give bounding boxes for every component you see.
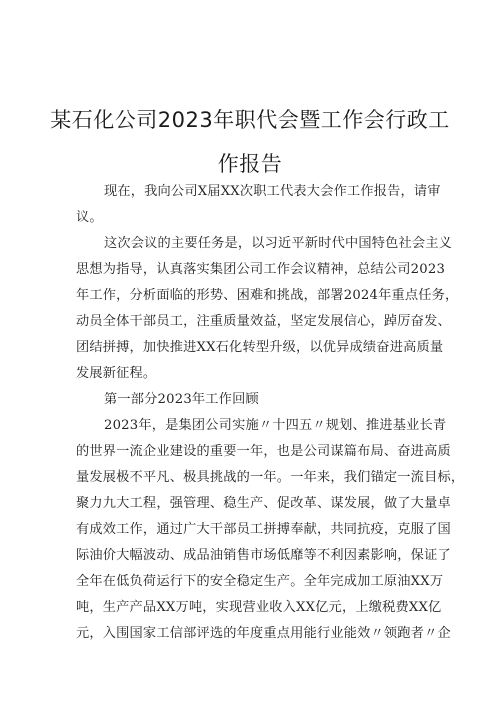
body-line: 际油价大幅波动、成品油销售市场低靡等不利因素影响，保证了 [76, 548, 451, 563]
body-line: 思想为指导，认真落实集团公司工作会议精神，总结公司2023 [76, 262, 446, 277]
body-line: 的世界一流企业建设的重要一年，也是公司谋篇布局、奋进高质 [76, 444, 451, 459]
body-line: 聚力九大工程，强管理、稳生产、促改革、谋发展，做了大量卓 [76, 496, 451, 511]
body-line: 有成效工作，通过广大干部员工拼搏奉献，共同抗疫，克服了国 [76, 522, 451, 537]
body-line: 动员全体干部员工，注重质量效益，坚定发展信心，踔厉奋发、 [76, 314, 451, 329]
body-line: 量发展极不平凡、极具挑战的一年。一年来，我们锚定一流目标， [76, 470, 465, 485]
body-line: 吨，生产产品XX万吨，实现营业收入XX亿元，上缴税费XX亿 [76, 600, 442, 615]
body-line: 现在，我向公司X届XX次职工代表大会作工作报告，请审 [104, 184, 441, 199]
section-heading: 第一部分2023年工作回顾 [104, 392, 259, 407]
body-line: 这次会议的主要任务是，以习近平新时代中国特色社会主义 [104, 236, 453, 251]
body-line: 团结拼搏，加快推进XX石化转型升级，以优异成绩奋进高质量 [76, 340, 444, 355]
document-title-line-2: 作报告 [217, 152, 283, 176]
body-line: 元，入围国家工信部评选的年度重点用能行业能效〃领跑者〃企 [76, 626, 451, 641]
body-line: 发展新征程。 [76, 366, 157, 381]
document-title-line-1: 某石化公司2023年职代会暨工作会行政工 [50, 108, 450, 132]
body-line: 全年在低负荷运行下的安全稳定生产。全年完成加工原油XX万 [76, 574, 444, 589]
body-line: 年工作，分析面临的形势、困难和挑战，部署2024年重点任务， [76, 288, 459, 303]
body-line: 议。 [76, 210, 103, 225]
body-line: 2023年，是集团公司实施〃十四五〃规划、推进基业长青 [104, 418, 447, 433]
